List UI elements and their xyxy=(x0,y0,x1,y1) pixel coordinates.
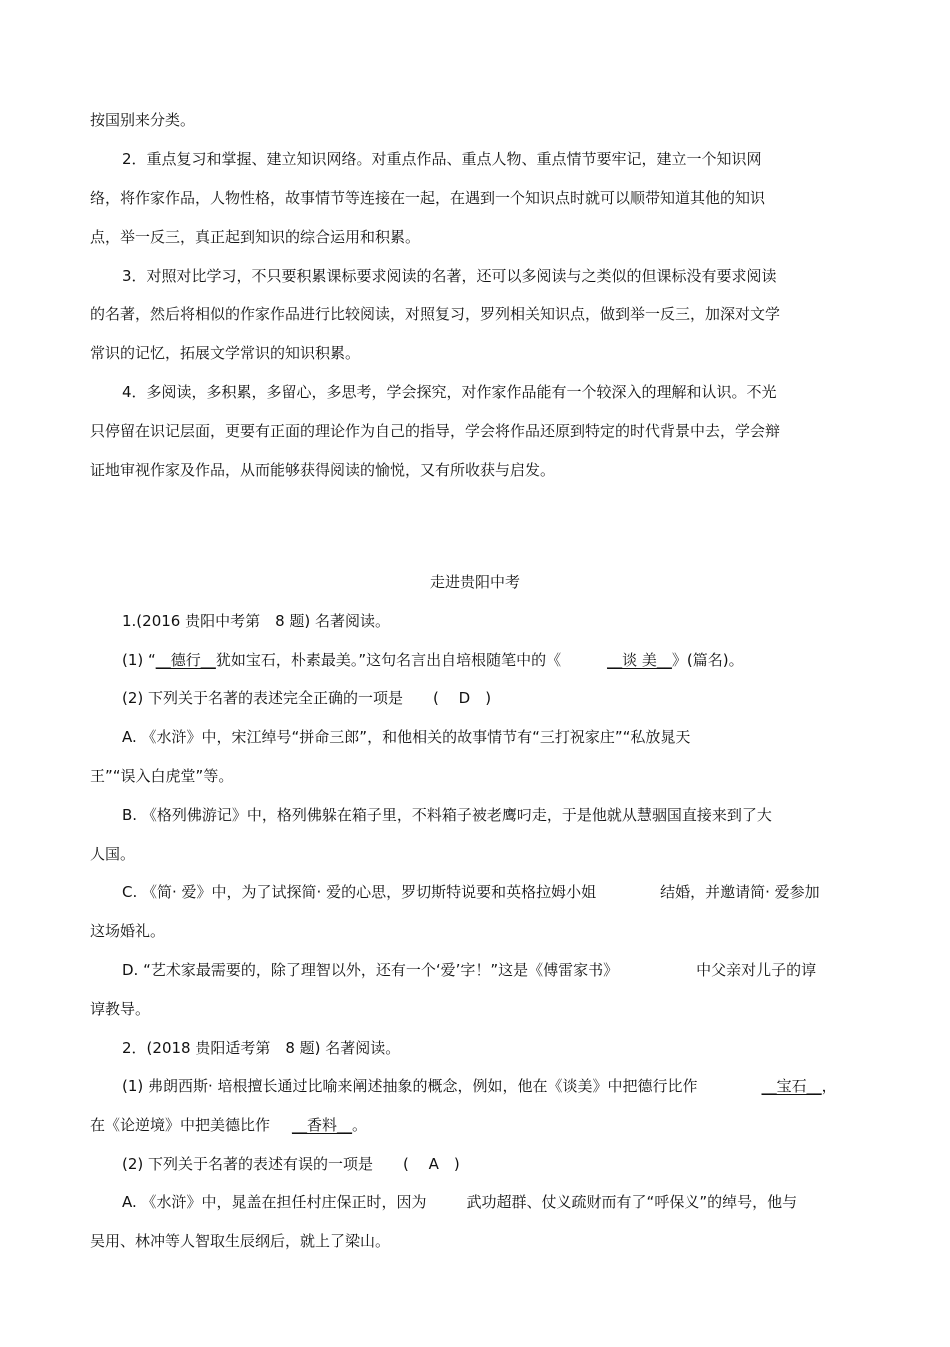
q2-s1-c: 在《论逆境》中把美德比作 xyxy=(90,1116,271,1134)
q2-option-a-part: 武功超群、仗义疏财而有了“呼保义”的绰号，他与 xyxy=(466,1193,798,1211)
option-c-part: 结婚，并邀请简· 爱参加 xyxy=(660,883,820,901)
option-d-part: 中父亲对儿子的谆 xyxy=(696,961,817,979)
option-c-part: C. 《简· 爱》中，为了试探简· 爱的心思，罗切斯特说要和英格拉姆小姐 xyxy=(122,883,597,901)
question-1-sub-2: (2) 下列关于名著的表述完全正确的一项是 ( D ) xyxy=(122,689,492,707)
q1-answer-2: __谈 美__ xyxy=(607,651,672,669)
section-title: 走进贵阳中考 xyxy=(429,573,520,591)
question-2-sub-2: (2) 下列关于名著的表述有误的一项是 ( A ) xyxy=(122,1155,460,1173)
paragraph-2-line: 点，举一反三，真正起到知识的综合运用和积累。 xyxy=(90,228,421,246)
paragraph-3-line: 常识的记忆，拓展文学常识的知识积累。 xyxy=(90,344,361,362)
q2-option-a-part: A. 《水浒》中，晁盖在担任村庄保正时，因为 xyxy=(122,1193,427,1211)
intro-line: 按国别来分类。 xyxy=(90,111,196,129)
option-d-part: D. “艺术家最需要的，除了理智以外，还有一个‘爱’字！”这是《傅雷家书》 xyxy=(122,961,619,979)
option-a-line: A. 《水浒》中，宋江绰号“拼命三郎”，和他相关的故事情节有“三打祝家庄”“私放晁天 xyxy=(122,728,691,746)
option-b-line: B. 《格列佛游记》中，格列佛躲在箱子里，不料箱子被老鹰叼走，于是他就从慧骃国直接来到了大 xyxy=(122,806,772,824)
q2-s1-d: 。 xyxy=(352,1116,368,1134)
q1-answer-1: __德行__ xyxy=(155,651,216,669)
q2-option-a-line: 吴用、林冲等人智取生辰纲后，就上了梁山。 xyxy=(90,1232,391,1250)
q1-s1-post: 》(篇名)。 xyxy=(671,651,744,669)
question-2-stem: 2．(2018 贵阳适考第 8 题) 名著阅读。 xyxy=(122,1039,401,1057)
q1-s1-mid: 犹如宝石，朴素最美。”这句名言出自培根随笔中的《 xyxy=(215,651,562,669)
option-c-line: 这场婚礼。 xyxy=(90,922,166,940)
paragraph-2-line: 络，将作家作品，人物性格，故事情节等连接在一起，在遇到一个知识点时就可以顺带知道其他的知识 xyxy=(90,189,766,207)
paragraph-3-line: 的名著，然后将相似的作家作品进行比较阅读，对照复习，罗列相关知识点，做到举一反三，加深对文学 xyxy=(90,305,781,323)
paragraph-4-line: 证地审视作家及作品，从而能够获得阅读的愉悦，又有所收获与启发。 xyxy=(90,461,556,479)
q2-answer-2: __香料__ xyxy=(292,1116,353,1134)
option-b-line: 人国。 xyxy=(90,845,136,863)
option-a-line: 王”“误入白虎堂”等。 xyxy=(90,767,234,785)
question-2-sub-1-cont xyxy=(90,1115,367,1135)
paragraph-3-line: 3．对照对比学习，不只要积累课标要求阅读的名著，还可以多阅读与之类似的但课标没有要求阅读 xyxy=(122,267,777,285)
paragraph-4-line: 只停留在识记层面，更要有正面的理论作为自己的指导，学会将作品还原到特定的时代背景中去，学会辩 xyxy=(90,422,781,440)
q2-s1-a: (1) 弗朗西斯· 培根擅长通过比喻来阐述抽象的概念，例如，他在《谈美》中把德行比作 xyxy=(122,1077,698,1095)
question-1-stem: 1.(2016 贵阳中考第 8 题) 名著阅读。 xyxy=(122,612,391,630)
question-2-sub-1 xyxy=(122,1076,837,1096)
q2-answer-1: __宝石__ xyxy=(761,1077,822,1095)
option-c-line xyxy=(122,882,820,902)
option-d-line xyxy=(122,960,816,980)
paragraph-2-line: 2．重点复习和掌握、建立知识网络。对重点作品、重点人物、重点情节要牢记，建立一个知识网 xyxy=(122,150,762,168)
q1-s1-pre: (1) “ xyxy=(122,651,156,669)
question-1-sub-1 xyxy=(122,650,744,670)
q2-s1-b: ， xyxy=(821,1077,837,1095)
paragraph-4-line: 4．多阅读，多积累，多留心，多思考，学会探究，对作家作品能有一个较深入的理解和认识。不光 xyxy=(122,383,777,401)
q2-option-a-line xyxy=(122,1192,797,1212)
option-d-line: 谆教导。 xyxy=(90,1000,151,1018)
